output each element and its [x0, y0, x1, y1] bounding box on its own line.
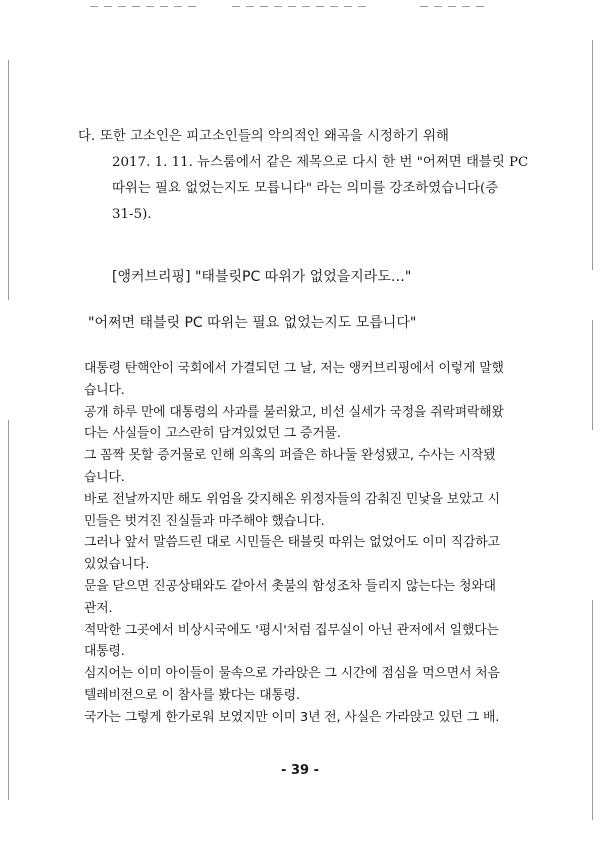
scan-right-edge: [592, 40, 593, 270]
section-line: 31-5).: [112, 207, 152, 222]
section-marker: 다.: [78, 129, 96, 144]
scan-top-dash: [420, 6, 490, 7]
quote-line: 다는 사실들이 고스란히 담겨있었던 그 증거물.: [84, 426, 341, 442]
scan-top-dash: [232, 6, 372, 7]
quote-body: [84, 358, 544, 729]
quote-line: 관저.: [84, 600, 113, 616]
scan-right-edge: [592, 320, 593, 430]
quote-line: 대통령 탄핵안이 국회에서 가결되던 그 날, 저는 앵커브리핑에서 이렇게 말했: [84, 361, 504, 376]
quote-line: 심지어는 이미 아이들이 물속으로 가라앉은 그 시간에 점심을 먹으면서 처음: [84, 666, 500, 682]
quote-line: 민들은 벗겨진 진실들과 마주해야 했습니다.: [84, 513, 325, 529]
quote-line: 그러나 앞서 말씀드린 대로 시민들은 태블릿 따위는 없었어도 이미 직감하고: [84, 535, 500, 551]
section-line: 또한 고소인은 피고소인들의 악의적인 왜곡을 시정하기 위해: [100, 129, 449, 144]
scan-left-edge: [8, 420, 9, 800]
section-line: 2017. 1. 11. 뉴스룸에서 같은 제목으로 다시 한 번 "어쩌면 태블릿 PC: [112, 155, 529, 170]
quote-line: 공개 하루 만에 대통령의 사과를 불러왔고, 비선 실세가 국정을 쥐락펴락해왔: [84, 404, 504, 420]
section-line: 따위는 필요 없었는지도 모릅니다" 라는 의미를 강조하였습니다(증: [112, 181, 499, 196]
quote-line: 대통령.: [84, 644, 125, 660]
quote-line: 습니다.: [84, 469, 125, 485]
quote-line: 텔레비전으로 이 참사를 봤다는 대통령.: [84, 687, 301, 703]
quote-line: 국가는 그렇게 한가로워 보였지만 이미 3년 전, 사실은 가라앉고 있던 그 배.: [84, 709, 500, 725]
quote-subtitle: "어쩌면 태블릿 PC 따위는 필요 없었는지도 모릅니다": [88, 315, 417, 331]
page-number: - 39 -: [281, 763, 319, 778]
quote-line: 습니다.: [84, 382, 125, 398]
section-paragraph: [78, 124, 556, 228]
scan-top-dash: [90, 6, 200, 7]
scan-left-edge: [8, 60, 9, 300]
quote-line: 바로 전날까지만 해도 위엄을 갖지해온 위정자들의 감춰진 민낯을 보았고 시: [84, 491, 500, 507]
quote-line: 그 꼼짝 못할 증거물로 인해 의혹의 퍼즐은 하나둘 완성됐고, 수사는 시작됐: [84, 448, 496, 464]
quote-line: 있었습니다.: [84, 557, 150, 573]
quote-title: [앵커브리핑] "태블릿PC 따위가 없었을지라도…": [112, 269, 412, 285]
quote-line: 적막한 그곳에서 비상시국에도 '평시'처럼 집무실이 아닌 관저에서 일했다는: [84, 622, 499, 638]
quote-line: 문을 닫으면 진공상태와도 같아서 촛불의 함성조차 들리지 않는다는 청와대: [84, 578, 496, 594]
scan-right-edge: [592, 600, 593, 820]
